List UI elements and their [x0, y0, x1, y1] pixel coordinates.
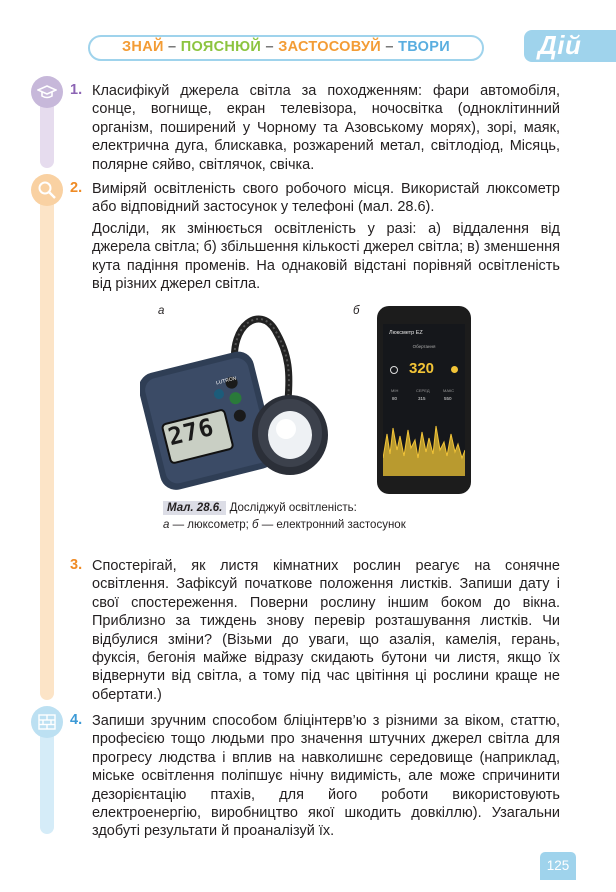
caption-tag: Мал. 28.6. — [163, 501, 226, 515]
phone-photo — [377, 306, 471, 494]
app-bulb-icon — [451, 366, 458, 373]
figure-caption — [163, 500, 406, 534]
app-settings-icon — [390, 366, 398, 374]
luxmeter-photo — [140, 305, 350, 490]
caption-title: Досліджуй освітленість: — [229, 502, 357, 514]
photo-label-b: б — [353, 305, 360, 317]
app-stat-max-label: МАКС — [443, 388, 455, 393]
slogan: ЗНАЙ – ПОЯСНЮЙ – ЗАСТОСОВУЙ – ТВОРИ — [122, 39, 450, 55]
graduation-cap-icon — [31, 76, 63, 108]
luxmeter-brand: LUTRON — [215, 375, 237, 387]
slogan-create: ТВОРИ — [398, 39, 450, 55]
task-text: Класифікуй джерела світла за походженням: фари автомобіля, сонце, вогнище, екран телевізора, ночосвітка (одноклітинний організм, поширений у Чорному та Азовському морях), зорі, маяк, електрична дуга, блискавка, розжарений метал, світлодіод, Місяць, полярне сяйво, світлячок, свічка. — [92, 83, 560, 173]
bricks-icon — [31, 706, 63, 738]
task-text: Спостерігай, як листя кімнатних рослин реагує на сонячне освітлення. Зафіксуй початкове положення листків. Запиши дату і свої спостереження. Поверни рослину іншим боком до вікна. Приблизно за тиждень знову перевір розташування листків. Чи відбулися зміни? (Візьми до уваги, що азалія, камелія, герань, фуксія, бегонія майже відразу скидають бутони чи листя, якщо їх відвернути від світла, а тому під час цвітіння ці рослини краще не обертати.) — [92, 558, 560, 703]
task2-3-sidebar — [40, 178, 54, 700]
app-stat-avg: 315 — [418, 396, 426, 401]
caption-a: а — [163, 519, 170, 531]
task-number: 3. — [70, 557, 83, 573]
slogan-apply: ЗАСТОСОВУЙ — [278, 39, 382, 55]
app-stat-max: 550 — [444, 396, 452, 401]
header-banner — [88, 35, 484, 61]
task-number: 4. — [70, 712, 83, 728]
app-title: Люксметр EZ — [389, 330, 423, 336]
caption-b-text: — електронний застосунок — [258, 519, 406, 531]
luxmeter-display: 276 — [165, 412, 218, 452]
caption-a-text: — люксометр; — [169, 519, 253, 531]
task-text: Запиши зручним способом бліцінтерв’ю з різними за віком, статтю, професією тощо людьми про значення штучних джерел світла для прогресу людства і вплив на навколишнє середовище (наприклад, міське освітлення поліпшує нічну видимість, але може спричинити дезорієнтацію птахів, для його роботи використовують електроенергію, виробництво якої шкодить довкіллю). Узагальни здобуті результати й проаналізуй їх. — [92, 713, 560, 840]
phone-screen — [383, 324, 465, 476]
app-reading: 320 — [409, 360, 435, 377]
task-number: 1. — [70, 82, 83, 98]
app-subtitle: Обертання — [412, 344, 436, 349]
app-stat-avg-label: СЕРЕД — [416, 388, 430, 393]
page-number: 125 — [540, 852, 576, 880]
magnifier-icon — [31, 174, 63, 206]
app-stat-min-label: МІН — [391, 388, 399, 393]
app-graph — [383, 414, 465, 476]
slogan-know: ЗНАЙ — [122, 39, 164, 55]
caption-b: б — [252, 519, 259, 531]
photo-label-a: а — [158, 305, 165, 317]
task-number: 2. — [70, 180, 83, 196]
slogan-explain: ПОЯСНЮЙ — [180, 39, 262, 55]
task-text: Виміряй освітленість свого робочого місця. Використай люксометр або відповідний застосунок у телефоні (мал. 28.6). — [92, 181, 560, 216]
task-text-continued: Досліди, як змінюється освітленість у разі: а) віддалення від джерела світла; б) збільшення кількості джерел світла; в) зменшення кута падіння променів. На однаковій відстані порівняй освітленість від різних джерел світла. — [92, 221, 560, 293]
app-stat-min: 80 — [392, 396, 398, 401]
section-title: Дій — [538, 30, 582, 60]
